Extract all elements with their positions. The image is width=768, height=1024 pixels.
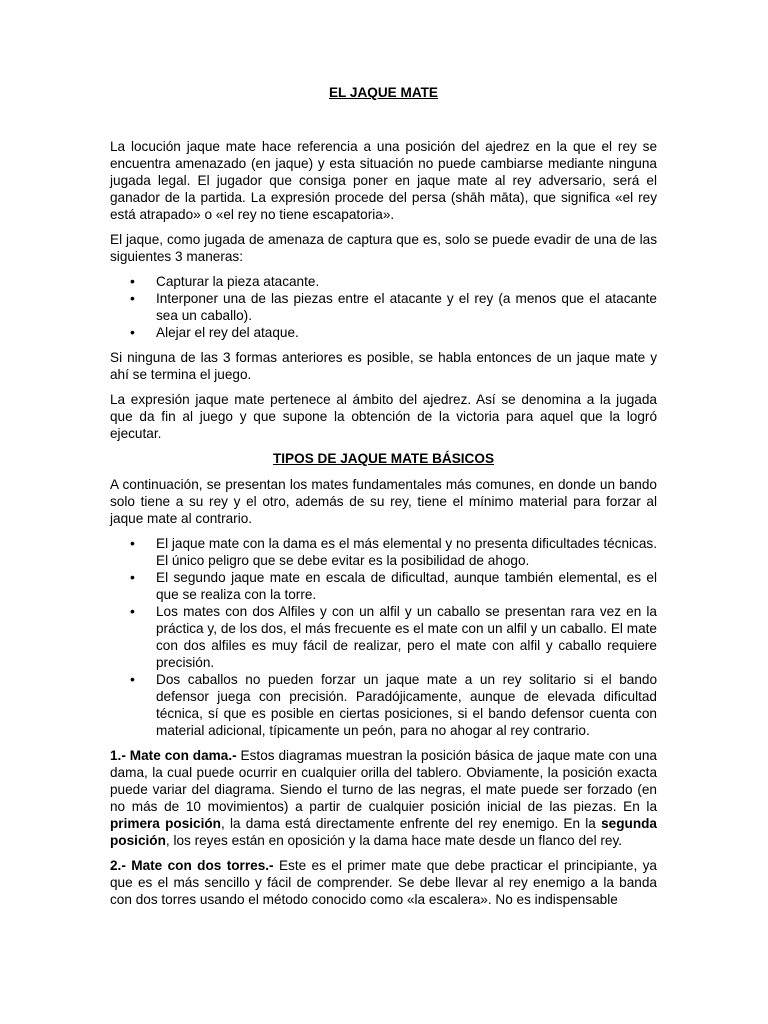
expression-paragraph: La expresión jaque mate pertenece al ámbito del ajedrez. Así se denomina a la jugada que da fin al juego y que supone la obtención de la victoria para aquel que la logró ejecutar. bbox=[110, 392, 657, 441]
bullet-icon: • bbox=[130, 273, 135, 289]
list-item bbox=[110, 273, 657, 290]
mate-torres-paragraph bbox=[110, 857, 657, 908]
bullet-icon: • bbox=[130, 671, 135, 687]
mate-torres-text-1: Este es el primer mate que debe practicar el principiante, ya que es el más sencillo y fácil de comprender. Se debe llevar al rey enemigo a la banda con dos torres usando el método conocido como «la escalera». No es indispensable bbox=[110, 858, 657, 907]
bullet-icon: • bbox=[130, 324, 135, 340]
list-item bbox=[110, 671, 657, 739]
list-item-text: El jaque mate con la dama es el más elemental y no presenta dificultades técnicas. El único peligro que se debe evitar es la posibilidad de ahogo. bbox=[156, 536, 657, 568]
list-item-text: Alejar el rey del ataque. bbox=[156, 325, 299, 340]
list-item-text: Capturar la pieza atacante. bbox=[156, 274, 320, 289]
bullet-icon: • bbox=[130, 603, 135, 619]
mate-dama-paragraph bbox=[110, 747, 657, 849]
document-title: EL JAQUE MATE bbox=[328, 85, 438, 100]
list-item-text: El segundo jaque mate en escala de dificultad, aunque también elemental, es el que se realiza con la torre. bbox=[156, 570, 657, 602]
evasion-intro-paragraph: El jaque, como jugada de amenaza de captura que es, solo se puede evadir de una de las siguientes 3 maneras: bbox=[110, 232, 657, 264]
list-item bbox=[110, 603, 657, 671]
evasion-ways-list bbox=[110, 273, 657, 341]
list-item bbox=[110, 535, 657, 569]
list-item bbox=[110, 324, 657, 341]
list-item bbox=[110, 290, 657, 324]
intro-paragraph: La locución jaque mate hace referencia a una posición del ajedrez en la que el rey se encuentra amenazado (en jaque) y esta situación no puede cambiarse mediante ninguna jugada legal. El jugador que consiga poner en jaque mate al rey adversario, será el ganador de la partida. La expresión procede del persa (shāh māta), que significa «el rey está atrapado» o «el rey no tiene escapatoria». bbox=[110, 139, 657, 222]
primera-posicion-label: primera posición bbox=[110, 816, 221, 831]
list-item-text: Dos caballos no pueden forzar un jaque mate a un rey solitario si el bando defensor juega con precisión. Paradójicamente, aunque de elevada dificultad técnica, sí que es posible en ciertas posiciones, si el bando defensor cuenta con material adicional, típicamente un peón, para no ahogar al rey contrario. bbox=[156, 672, 657, 738]
bullet-icon: • bbox=[130, 535, 135, 551]
mate-definition-paragraph: Si ninguna de las 3 formas anteriores es posible, se habla entonces de un jaque mate y ahí se termina el juego. bbox=[110, 350, 657, 382]
mate-torres-label: 2.- Mate con dos torres.- bbox=[110, 858, 274, 873]
mate-dama-text-2: , la dama está directamente enfrente del rey enemigo. En la bbox=[220, 816, 602, 831]
bullet-icon: • bbox=[130, 290, 135, 306]
bullet-icon: • bbox=[130, 569, 135, 585]
document-body bbox=[110, 84, 657, 916]
mate-types-list bbox=[110, 535, 657, 739]
segunda-posicion-label: segunda posición bbox=[110, 816, 657, 848]
mate-dama-text-1: Estos diagramas muestran la posición básica de jaque mate con una dama, la cual puede ocurrir en cualquier orilla del tablero. Obviamente, la posición exacta puede variar del diagrama. Siendo el turno de las negras, el mate puede ser forzado (en no más de 10 movimientos) a partir de cualquier posición inicial de las piezas. En la bbox=[110, 748, 657, 814]
list-item-text: Los mates con dos Alfiles y con un alfil y un caballo se presentan rara vez en la práctica y, de los dos, el más frecuente es el mate con un alfil y un caballo. El mate con dos alfiles es muy fácil de realizar, pero el mate con alfil y caballo requiere precisión. bbox=[156, 604, 657, 670]
mate-dama-label: 1.- Mate con dama.- bbox=[110, 748, 237, 763]
mate-dama-text-3: , los reyes están en oposición y la dama hace mate desde un flanco del rey. bbox=[165, 833, 623, 848]
list-item bbox=[110, 569, 657, 603]
section-heading: TIPOS DE JAQUE MATE BÁSICOS bbox=[272, 451, 495, 466]
list-item-text: Interponer una de las piezas entre el atacante y el rey (a menos que el atacante sea un caballo). bbox=[156, 291, 657, 323]
section-intro-paragraph: A continuación, se presentan los mates fundamentales más comunes, en donde un bando solo tiene a su rey y el otro, además de su rey, tiene el mínimo material para forzar al jaque mate al contrario. bbox=[110, 477, 657, 526]
